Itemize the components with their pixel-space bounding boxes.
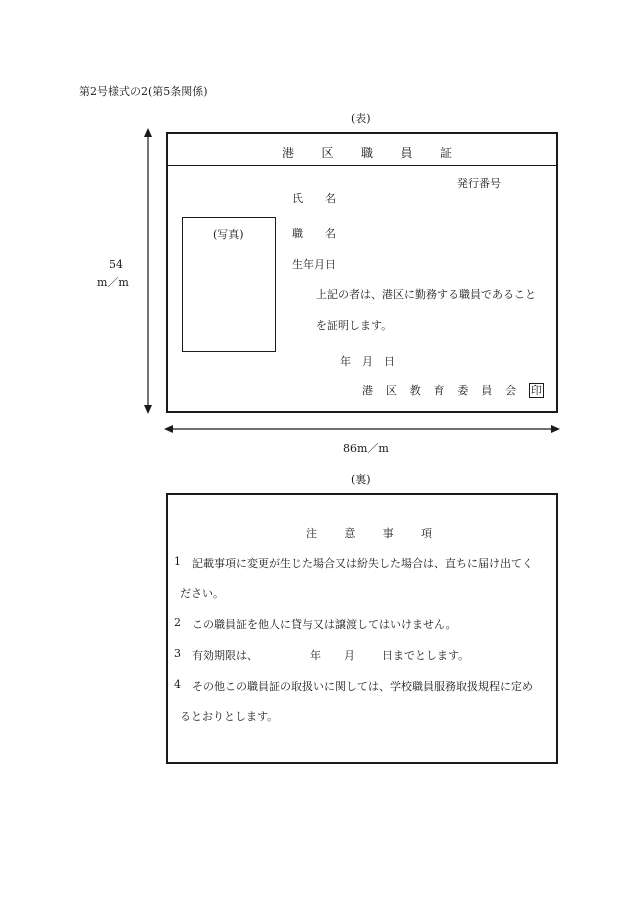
item-4-line-1: その他この職員証の取扱いに関しては、学校職員服務取扱規程に定め bbox=[192, 680, 533, 693]
issuer-char: 委 bbox=[457, 384, 469, 397]
issuer-char: 育 bbox=[433, 384, 445, 397]
back-title bbox=[306, 525, 432, 541]
date-line: 年 月 日 bbox=[340, 355, 395, 368]
validity-month: 月 bbox=[344, 649, 355, 662]
item-2-line-1: この職員証を他人に貸与又は譲渡してはいけません。 bbox=[192, 618, 457, 631]
form-label: 第2号様式の2(第5条関係) bbox=[79, 85, 208, 98]
issuer-name bbox=[362, 382, 544, 398]
issuer-char: 教 bbox=[409, 384, 421, 397]
front-title bbox=[282, 144, 452, 161]
birthdate-label: 生年月日 bbox=[292, 258, 336, 271]
validity-year: 年 bbox=[310, 649, 321, 662]
width-dimension-arrow bbox=[164, 422, 560, 436]
position-label: 職 名 bbox=[292, 227, 336, 240]
photo-box bbox=[182, 217, 276, 352]
width-label: 86m／m bbox=[343, 442, 389, 455]
item-number: 4 bbox=[174, 678, 181, 691]
certify-line-1: 上記の者は、港区に勤務する職員であること bbox=[316, 288, 536, 301]
issuer-char: 港 bbox=[362, 384, 373, 397]
height-dimension-arrow bbox=[140, 128, 156, 418]
front-card bbox=[166, 132, 558, 413]
seal-mark: 印 bbox=[530, 383, 542, 397]
item-number: 2 bbox=[174, 616, 181, 629]
back-title-char: 注 bbox=[306, 527, 317, 540]
item-4-line-2: るとおりとします。 bbox=[180, 710, 279, 723]
back-heading: (裏) bbox=[351, 473, 371, 486]
item-number: 3 bbox=[174, 647, 181, 660]
back-title-char: 意 bbox=[344, 527, 356, 540]
validity-suffix: 日までとします。 bbox=[382, 649, 470, 662]
back-title-char: 事 bbox=[382, 527, 394, 540]
front-title-char: 職 bbox=[360, 146, 373, 160]
front-title-char: 区 bbox=[321, 146, 334, 160]
height-unit: m／m bbox=[97, 276, 129, 289]
front-heading: (表) bbox=[351, 112, 371, 125]
front-title-divider bbox=[168, 165, 556, 166]
issuer-char: 員 bbox=[481, 384, 493, 397]
back-title-char: 項 bbox=[420, 527, 432, 540]
front-title-char: 港 bbox=[282, 146, 295, 160]
validity-prefix: 有効期限は、 bbox=[192, 649, 258, 662]
front-title-char: 証 bbox=[439, 146, 452, 160]
issuer-char: 区 bbox=[385, 384, 397, 397]
photo-label: (写真) bbox=[213, 228, 244, 241]
item-number: 1 bbox=[174, 555, 181, 568]
back-card bbox=[166, 493, 558, 764]
front-title-char: 員 bbox=[400, 146, 413, 160]
issuer-char: 会 bbox=[505, 384, 517, 397]
item-1-line-2: ださい。 bbox=[180, 587, 224, 600]
height-value: 54 bbox=[109, 258, 123, 271]
name-label: 氏 名 bbox=[292, 192, 336, 205]
certify-line-2: を証明します。 bbox=[316, 319, 393, 332]
item-1-line-1: 記載事項に変更が生じた場合又は紛失した場合は、直ちに届け出てく bbox=[192, 557, 533, 570]
issue-number-label: 発行番号 bbox=[457, 177, 501, 190]
